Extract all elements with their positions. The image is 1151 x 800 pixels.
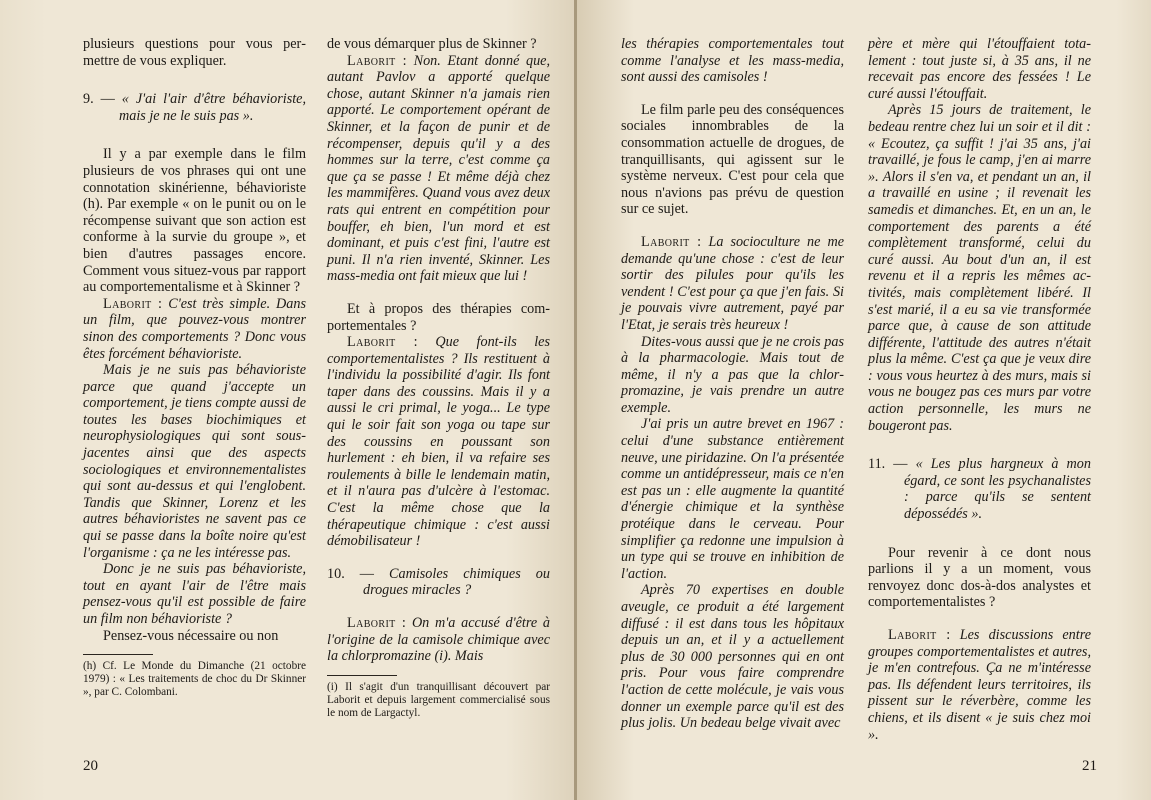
answer-text: La socioculture ne me demande qu'une chose : c'est de leur sortir des pilules pour qu'ils les vendent ! C'est pour ça que j'en fais. Si je pouvais vivre autrement, payé par l'Etat, je serais très heureux !: [621, 233, 844, 333]
laborit-answer: [327, 53, 550, 285]
paragraph: Dites-vous aussi que je ne crois pas à la pharmacologie. Mais tout de même, il n'y a pas que la chlorpromazine, je vais prendre un autre exemple.: [621, 333, 844, 416]
footnote-h: (h) Cf. Le Monde du Dimanche (21 octobre 1979) : « Les traitements de choc du Dr Skinner », par C. Colombani.: [83, 660, 306, 699]
speaker-label: Laborit :: [347, 615, 407, 631]
answer-text: Non. Etant donné que, autant Pavlov a apporté quelque chose, autant Skinner n'a jamais rien apporté. Le comportement opérant de Skinner, et la façon de punir et de récompenser, depuis qu'il y a des hommes sur la terre, c'est comme ça que ça se passe ! Et même déjà chez les mammifères. Quand vous avez deux rats qui entrent en compétition pour bouffer, eh bien, l'un mord et est dominant, et puis c'est fini, l'autre est puni. Il n'a rien inventé, Skinner. Les mass-media ont fait mieux que lui !: [327, 52, 551, 285]
question-text: « Les plus hargneux à mon égard, ce sont les psychanalistes : parce qu'ils se sentent dépossédés ».: [904, 456, 1091, 523]
laborit-answer: [327, 334, 550, 550]
answer-text: On m'a accusé d'être à l'origine de la camisole chimique avec la chlorpromazine (i). Mais: [327, 615, 550, 665]
page-number: 21: [1082, 758, 1097, 774]
question-9: [83, 91, 306, 124]
paragraph: Et à propos des thérapies comportementales ?: [327, 300, 550, 334]
speaker-label: Laborit :: [641, 233, 702, 250]
question-number: 11. —: [868, 456, 916, 473]
left-page: [0, 0, 575, 800]
speaker-label: Laborit :: [103, 295, 163, 312]
paragraph: père et mère qui l'étouffaient totalement : tout juste si, à 35 ans, il ne recevait pas encore des fessées ! Le curé aussi l'étouffait.: [868, 36, 1091, 102]
question-text: « J'ai l'air d'être béhavioriste, mais je ne le suis pas ».: [119, 91, 306, 124]
speaker-label: Laborit :: [347, 52, 408, 69]
footnote-rule: [83, 654, 153, 655]
question-10: [327, 566, 550, 599]
paragraph: Donc je ne suis pas béhavioriste, tout en ayant l'air de l'être mais pensez-vous qu'il est possible de faire un film non béhavioriste ?: [83, 561, 306, 627]
paragraph: plusieurs questions pour vous permettre de vous expliquer.: [83, 36, 306, 69]
question-number: 9. —: [83, 91, 122, 108]
answer-text: Que font-ils les comportementalistes ? Ils restituent à l'individu la possibilité d'agir. Ils font taper dans des coussins. Mais il y a aussi le cri primal, le yoga... Le type qui le soir fait son yoga ou tape sur des coussins en poussant son hurlement : eh bien, il va refaire ses roulements à bille le lendemain matin, et il n'aura pas d'ulcère à l'estomac. C'est la même chose que la thérapeutique chimique : c'est aussi démobilisateur !: [327, 334, 550, 550]
answer-text: Les discussions entre groupes comportementalistes et autres, je m'en contrefous. Ça ne m'intéresse pas. Ils défendent leurs territoires, ils pissent sur le réverbère, comme les chiens, et ils disent « je suis chez moi ».: [868, 627, 1091, 743]
answer-text: C'est très simple. Dans un film, que pouvez-vous montrer sinon des comportements ? Donc vous êtes forcément béhavioriste.: [83, 295, 306, 362]
paragraph: Après 70 expertises en double aveugle, ce produit a été largement diffusé : il est dans tous les hôpitaux depuis un an, et il y a actuellement plus de 30 000 personnes qui en ont pris. Pour vous faire comprendre l'action de cette molécule, je vais vous donner un exemple parce qu'il est des plus jolis. Un bedeau belge vivait avec: [621, 582, 844, 732]
footnote-rule: [327, 675, 397, 676]
paragraph: Mais je ne suis pas béhavioriste parce que quand j'accepte un comportement, je tiens compte aussi de toutes les bases biochimiques et neurophysiologiques qui sont sous-jacentes ainsi que des aspects sociologiques et environnementalistes qui sont au-dessus et qui l'englobent. Tandis que Skinner, Lorenz et les autres béhavioristes ne savent pas ce qui se passe dans la boîte noire qu'est l'organisme : ça ne les intéresse pas.: [83, 362, 307, 561]
paragraph: de vous démarquer plus de Skinner ?: [327, 36, 537, 52]
right-page-column-1: [621, 36, 844, 732]
question-11: [868, 456, 1091, 522]
page-number: 20: [83, 758, 98, 774]
right-page-column-2: [868, 36, 1091, 743]
left-page-column-1: [83, 36, 306, 699]
paragraph: les thérapies comportementales tout comme l'analyse et les mass-media, sont aussi des camisoles !: [621, 36, 844, 86]
paragraph: Après 15 jours de traitement, le bedeau rentre chez lui un soir et il dit : « Ecoutez, ça suffit ! j'ai 35 ans, j'ai travaillé, je fous le camp, j'en ai marre ». Alors il s'en va, et pendant un an, il a travaillé en usine ; il revenait les samedis et dimanches. Et, en un an, le comportement des parents a été complètement transformé, celui du curé aussi. Au bout d'un an, il est revenu et il a repris les mêmes activités, mais complètement libéré. Il s'est marié, il a eu sa vie transformée parce que, à cause de son attitude différente, l'attitude des autres n'était plus la même. C'est ça que je veux dire : vous vous heurtez à des murs, mais si vous ne bougez pas ces murs par votre action personnelle, les murs ne bougeront pas.: [868, 102, 1091, 434]
laborit-answer: [868, 627, 1091, 743]
right-page: [577, 0, 1151, 800]
speaker-label: Laborit :: [347, 334, 418, 351]
question-number: 10. —: [327, 565, 390, 582]
laborit-answer: [83, 296, 306, 362]
speaker-label: Laborit :: [888, 627, 951, 643]
paragraph: Le film parle peu des conséquences sociales innombrables de la consommation actuelle de drogues, de tranquillisants, qui agissent sur le système nerveux. C'est pour cela que nous n'avions pas prévu de question sur ce sujet.: [621, 101, 844, 218]
paragraph: J'ai pris un autre brevet en 1967 : celui d'une substance entièrement neuve, une piridazine. On l'a présentée comme un antidépresseur, mais ce n'en est pas un : elle augmente la quantité d'énergie chimique et la synthèse protéique dans le cerveau. Pour simplifier ça redonne une impulsion à un type qui se trouve en inhibition de l'action.: [621, 416, 844, 582]
question-text: Camisoles chimiques ou drogues miracles ?: [363, 565, 550, 599]
laborit-answer: [621, 234, 844, 334]
paragraph: Pensez-vous nécessaire ou non: [103, 627, 279, 644]
laborit-answer: [327, 615, 550, 665]
left-page-column-2: [327, 36, 550, 720]
paragraph: Il y a par exemple dans le film plusieurs de vos phrases qui ont une connotation skinérienne, béhavioriste (h). Par exemple « on le punit ou on le récompense suivant que son action est conforme à la survie du groupe », et bien d'autres passages encore. Comment vous situez-vous par rapport au comportementalisme et à Skinner ?: [83, 146, 306, 296]
paragraph: Pour revenir à ce dont nous parlions il y a un moment, vous renvoyez donc dos-à-dos analystes et comportementalistes ?: [868, 544, 1091, 611]
footnote-i: (i) Il s'agit d'un tranquillisant découvert par Laborit et depuis largement commercialisé sous le nom de Largactyl.: [327, 680, 550, 719]
